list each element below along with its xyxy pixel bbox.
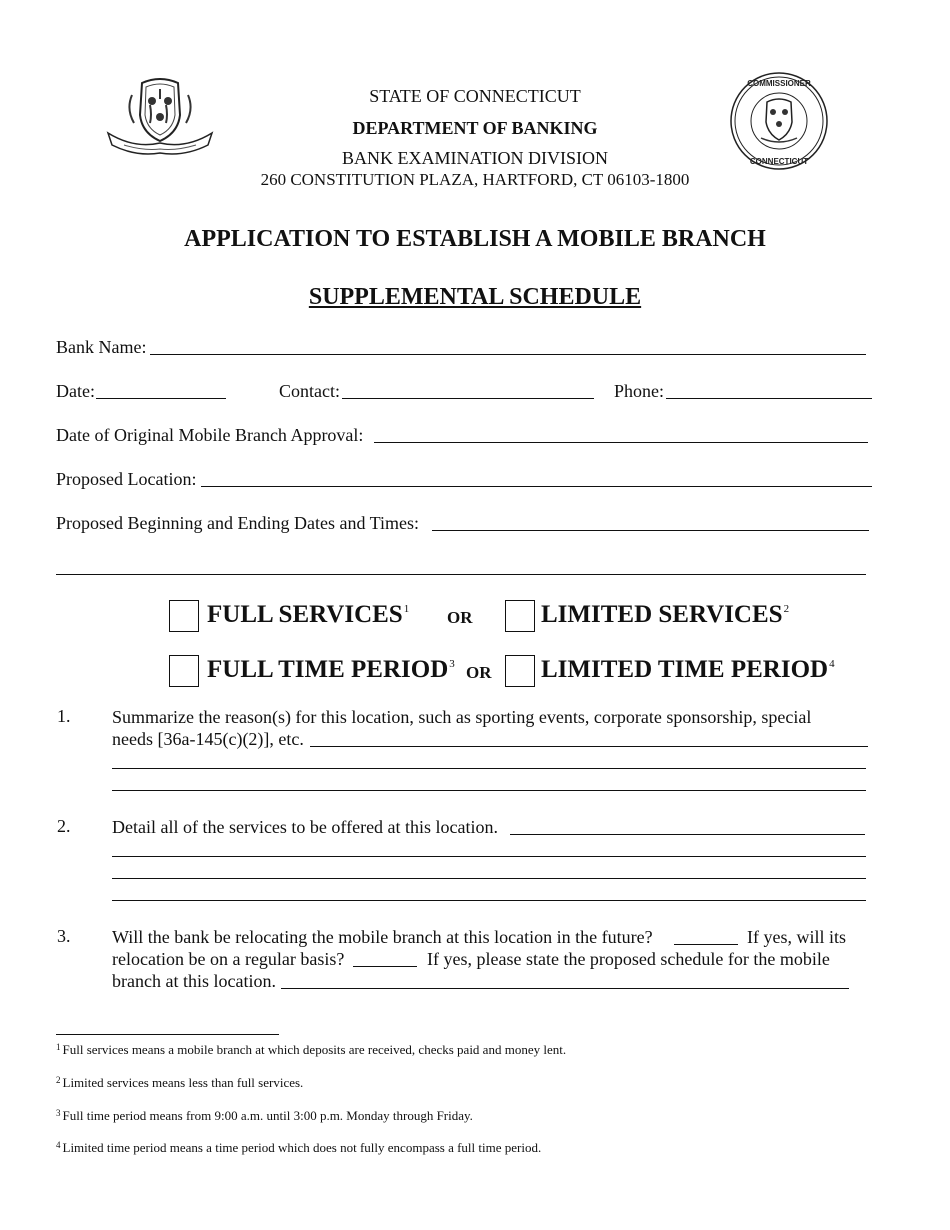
limited-time-period-checkbox[interactable] <box>505 655 535 687</box>
contact-input[interactable] <box>342 398 594 399</box>
limited-time-period-label: LIMITED TIME PERIOD$^4$ <box>541 656 835 683</box>
question-1-text: Summarize the reason(s) for this location, such as sporting events, corporate sponsorship, special <box>112 707 812 727</box>
proposed-dates-label: Proposed Beginning and Ending Dates and Times: <box>56 513 419 533</box>
date-label: Date: <box>56 381 95 401</box>
question-3-text-b: If yes, will its <box>747 927 846 947</box>
contact-label: Contact: <box>279 381 340 401</box>
question-3-text: Will the bank be relocating the mobile branch at this location in the future? <box>112 927 653 947</box>
question-1-text-cont: needs [36a-145(c)(2)], etc. <box>112 729 304 749</box>
full-services-checkbox[interactable] <box>169 600 199 632</box>
or-separator: OR <box>466 663 492 682</box>
bank-name-input[interactable] <box>150 354 866 355</box>
question-2-answer-line[interactable] <box>510 834 865 835</box>
proposed-dates-input[interactable] <box>432 530 869 531</box>
svg-text:CONNECTICUT: CONNECTICUT <box>749 157 809 166</box>
proposed-dates-input-continued[interactable] <box>56 574 866 575</box>
department-address: 260 CONSTITUTION PLAZA, HARTFORD, CT 06103-1800 <box>260 170 690 189</box>
or-separator: OR <box>447 608 473 627</box>
state-name: STATE OF CONNECTICUT <box>369 86 581 106</box>
footnote-3: $^3$ Full time period means from 9:00 a.m. until 3:00 p.m. Monday through Friday. <box>56 1108 473 1123</box>
question-1-answer-line[interactable] <box>112 768 866 769</box>
question-1-number: 1. <box>57 706 71 726</box>
limited-services-label: LIMITED SERVICES$^2$ <box>541 601 790 628</box>
footnote-1: $^1$ Full services means a mobile branch at which deposits are received, checks paid and money lent. <box>56 1042 567 1057</box>
phone-input[interactable] <box>666 398 872 399</box>
question-3-number: 3. <box>57 926 71 946</box>
proposed-location-input[interactable] <box>201 486 872 487</box>
date-input[interactable] <box>96 398 226 399</box>
question-3-text-line3: branch at this location. <box>112 971 276 991</box>
footnote-4: $^4$ Limited time period means a time period which does not fully encompass a full time period. <box>56 1140 542 1155</box>
original-approval-input[interactable] <box>374 442 868 443</box>
full-services-label: FULL SERVICES$^1$ <box>207 601 410 628</box>
question-1-answer-line[interactable] <box>112 790 866 791</box>
question-3-regular-basis-answer[interactable] <box>353 966 417 967</box>
footnote-2: $^2$ Limited services means less than full services. <box>56 1075 304 1090</box>
original-approval-label: Date of Original Mobile Branch Approval: <box>56 425 364 445</box>
question-2-text: Detail all of the services to be offered at this location. <box>112 817 499 837</box>
question-2-answer-line[interactable] <box>112 900 866 901</box>
question-3-text-line2: relocation be on a regular basis? <box>112 949 345 969</box>
question-1-answer-line[interactable] <box>310 746 868 747</box>
full-time-period-label: FULL TIME PERIOD$^3$ <box>207 656 455 683</box>
bank-name-label: Bank Name: <box>56 337 147 357</box>
form-subtitle: SUPPLEMENTAL SCHEDULE <box>308 284 642 310</box>
full-time-period-checkbox[interactable] <box>169 655 199 687</box>
question-3-text-line2b: If yes, please state the proposed schedule for the mobile <box>427 949 830 969</box>
department-name: DEPARTMENT OF BANKING <box>352 118 598 138</box>
question-2-answer-line[interactable] <box>112 878 866 879</box>
proposed-location-label: Proposed Location: <box>56 469 197 489</box>
form-title: APPLICATION TO ESTABLISH A MOBILE BRANCH <box>184 226 766 252</box>
question-3-schedule-answer[interactable] <box>281 988 849 989</box>
limited-services-checkbox[interactable] <box>505 600 535 632</box>
svg-text:COMMISSIONER: COMMISSIONER <box>747 79 811 88</box>
question-3-relocating-answer[interactable] <box>674 944 738 945</box>
phone-label: Phone: <box>614 381 665 401</box>
footnote-separator <box>56 1034 279 1035</box>
division-name: BANK EXAMINATION DIVISION <box>342 148 608 168</box>
question-2-answer-line[interactable] <box>112 856 866 857</box>
question-2-number: 2. <box>57 816 71 836</box>
